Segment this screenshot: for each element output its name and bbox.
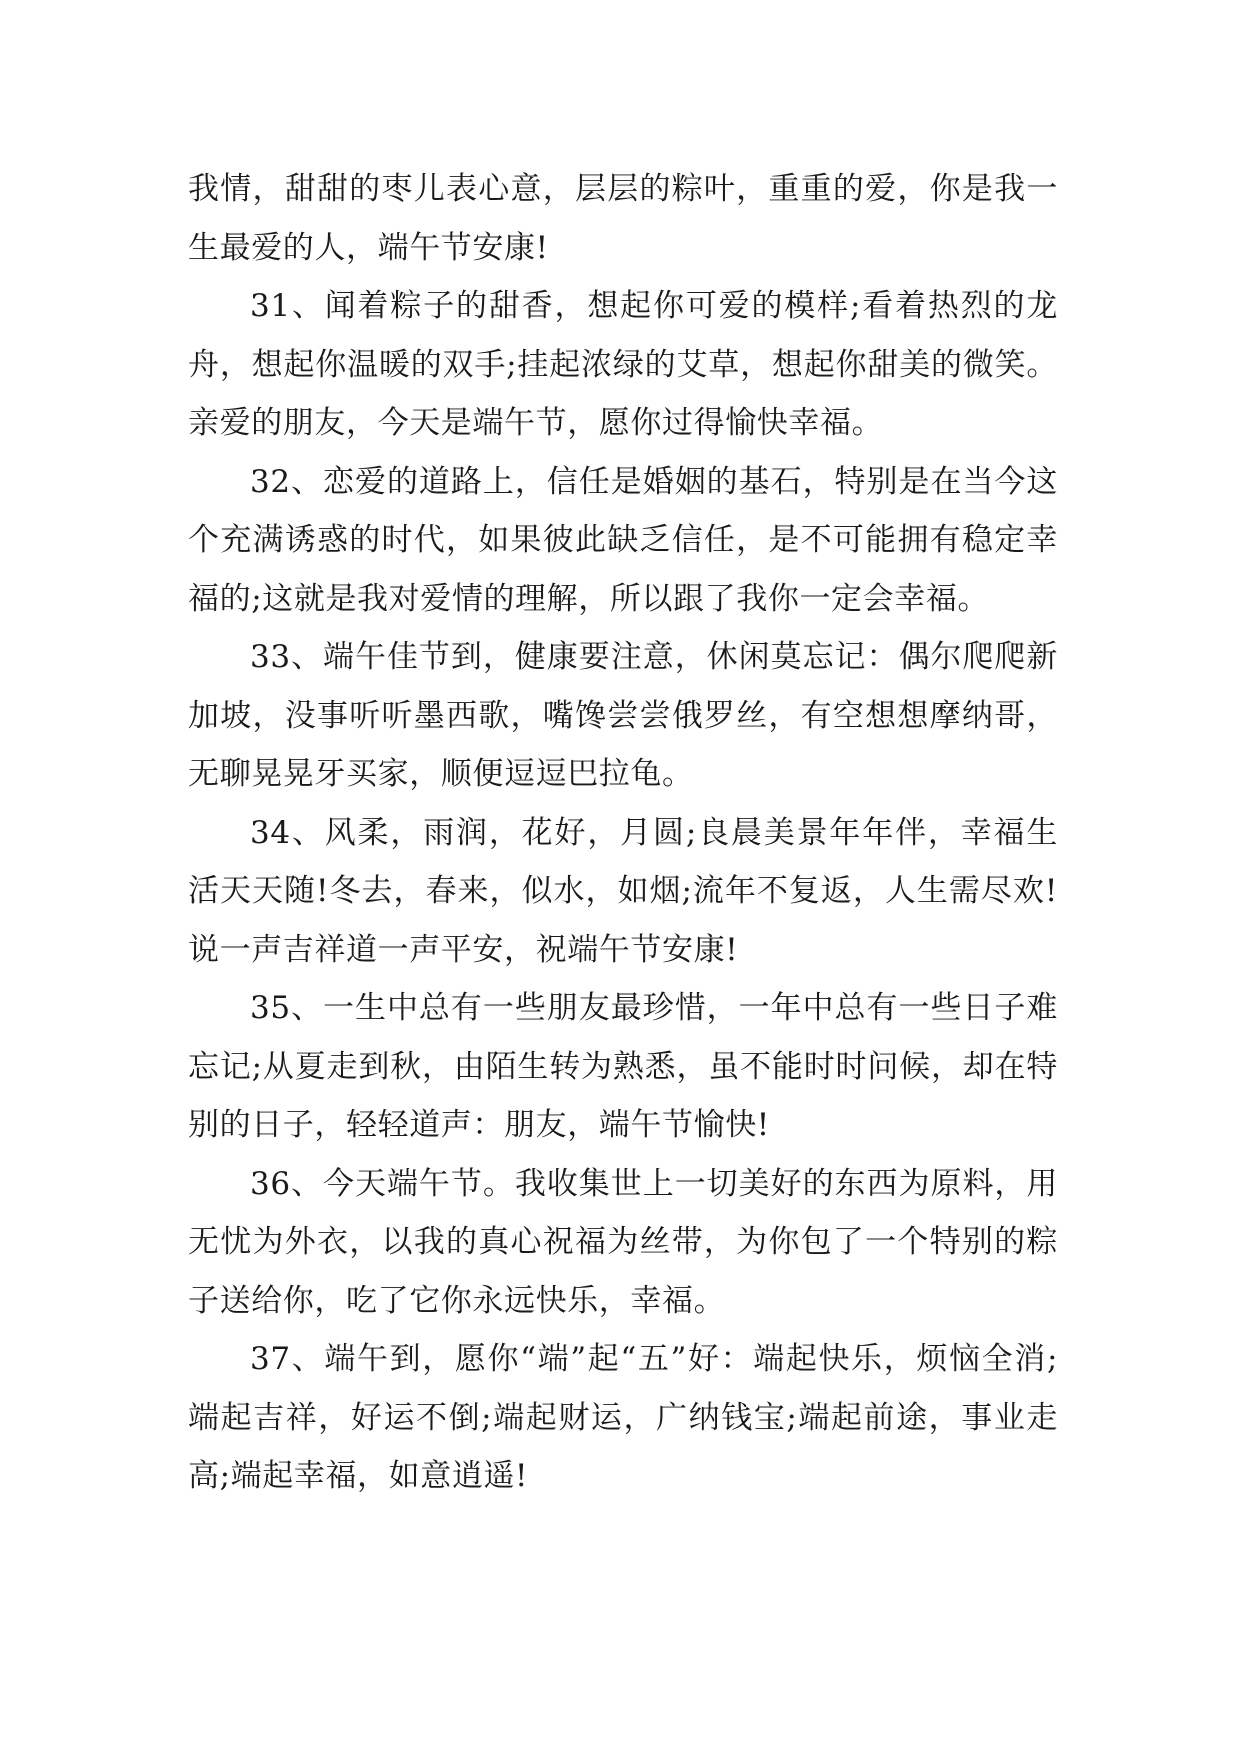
paragraph-35: 35、一生中总有一些朋友最珍惜，一年中总有一些日子难忘记;从夏走到秋，由陌生转为熟悉，虽不能时时问候，却在特别的日子，轻轻道声：朋友，端午节愉快! <box>188 990 1058 1143</box>
paragraph-34: 34、风柔，雨润，花好，月圆;良晨美景年年伴，幸福生活天天随!冬去，春来，似水，如烟;流年不复返，人生需尽欢!说一声吉祥道一声平安，祝端午节安康! <box>188 814 1058 968</box>
paragraph-continued: 我情，甜甜的枣儿表心意，层层的粽叶，重重的爱，你是我一生最爱的人，端午节安康! <box>188 171 1058 266</box>
paragraph-33: 33、端午佳节到，健康要注意，休闲莫忘记：偶尔爬爬新加坡，没事听听墨西歌，嘴馋尝尝俄罗丝，有空想想摩纳哥，无聊晃晃牙买家，顺便逗逗巴拉龟。 <box>188 639 1058 792</box>
paragraph-31: 31、闻着粽子的甜香，想起你可爱的模样;看着热烈的龙舟，想起你温暖的双手;挂起浓绿的艾草，想起你甜美的微笑。亲爱的朋友，今天是端午节，愿你过得愉快幸福。 <box>188 288 1058 441</box>
document-page <box>188 160 1058 1506</box>
paragraph-32: 32、恋爱的道路上，信任是婚姻的基石，特别是在当今这个充满诱惑的时代，如果彼此缺乏信任，是不可能拥有稳定幸福的;这就是我对爱情的理解，所以跟了我你一定会幸福。 <box>188 463 1058 617</box>
paragraph-37: 37、端午到，愿你“端”起“五”好：端起快乐，烦恼全消;端起吉祥，好运不倒;端起财运，广纳钱宝;端起前途，事业走高;端起幸福，如意逍遥! <box>188 1341 1058 1494</box>
paragraph-36: 36、今天端午节。我收集世上一切美好的东西为原料，用无忧为外衣，以我的真心祝福为丝带，为你包了一个特别的粽子送给你，吃了它你永远快乐，幸福。 <box>188 1165 1058 1319</box>
